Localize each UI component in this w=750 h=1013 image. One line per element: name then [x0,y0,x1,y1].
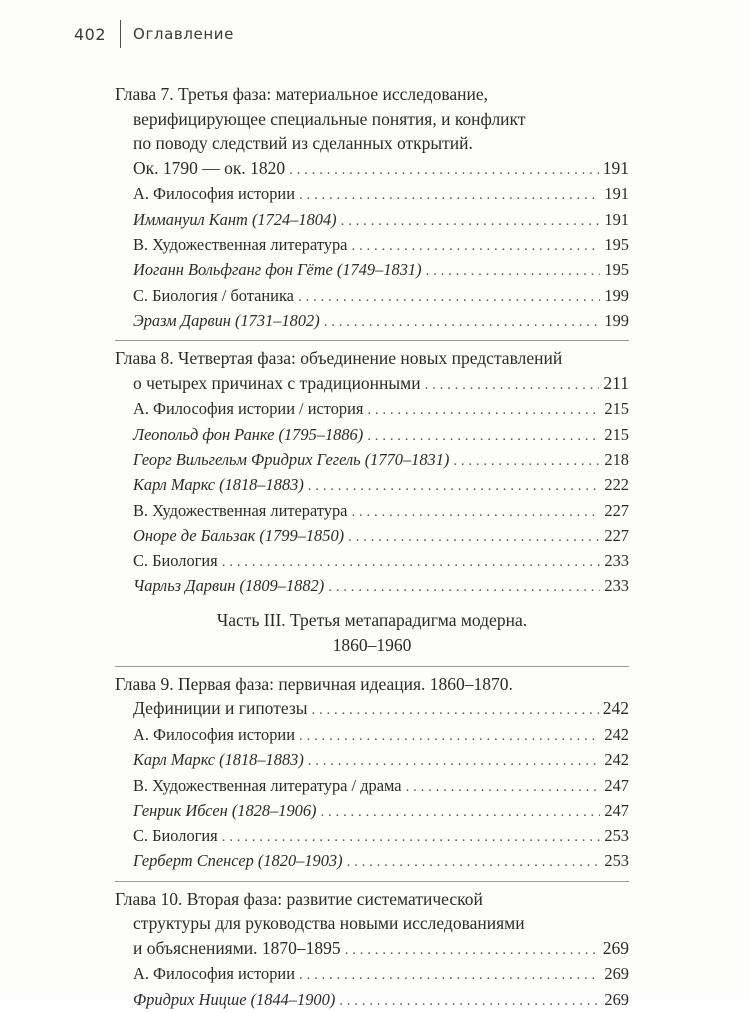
chapter-title-line: по поводу следствий из сделанных открытий. [133,133,473,154]
entry-page: 215 [604,424,629,444]
leader-dots [328,575,600,599]
leader-dots [367,424,600,448]
toc-entry[interactable] [115,182,629,207]
entry-title: C. Биология [133,551,218,571]
entry-page: 199 [604,310,629,330]
entry-page: 215 [604,399,629,419]
entry-page: 253 [604,851,629,871]
toc-entry[interactable] [115,799,629,824]
leader-dots [312,698,599,723]
entry-page: 242 [602,698,629,719]
page-number: 402 [74,24,107,44]
entry-title: A. Философия истории [133,184,295,204]
section-divider [115,340,629,341]
running-head: Оглавление [133,25,234,43]
leader-dots [426,259,601,283]
leader-dots [222,825,601,849]
chapter-title-line: структуры для руководства новыми исследованиями [133,913,525,934]
entry-title: B. Художественная литература [133,234,348,254]
page-header [74,20,234,48]
part-heading [115,608,629,658]
chapter-title-line: верифицирующее специальные понятия, и конфликт [133,108,526,129]
entry-title: Оноре де Бальзак (1799–1850) [133,525,345,545]
section-divider [115,666,629,667]
chapter-8-block [115,346,629,600]
entry-title: и объяснениями. 1870–1895 [133,937,341,958]
leader-dots [406,775,601,799]
entry-title: Чарльз Дарвин (1809–1882) [133,576,325,596]
entry-page: 247 [604,775,629,795]
leader-dots [347,850,601,874]
leader-dots [299,183,600,207]
toc-entry[interactable] [115,988,629,1013]
entry-title: Иммануил Кант (1724–1804) [133,209,337,229]
leader-dots [324,310,601,334]
toc-entry-chapter-9[interactable] [115,696,629,723]
toc-entry[interactable] [115,524,629,549]
entry-title: C. Биология / ботаника [133,285,294,305]
part-years: 1860–1960 [332,634,412,655]
leader-dots [367,398,600,422]
toc-entry[interactable] [115,397,629,422]
entry-title: Фридрих Ницше (1844–1900) [133,989,336,1009]
toc-entry[interactable] [115,723,629,748]
toc-entry[interactable] [115,423,629,448]
toc-entry-chapter-10[interactable] [115,936,629,963]
leader-dots [222,550,601,574]
toc-entry[interactable] [115,824,629,849]
entry-title: Георг Вильгельм Фридрих Гегель (1770–1831) [133,449,450,469]
entry-page: 195 [604,260,629,280]
entry-page: 233 [604,576,629,596]
entry-page: 191 [604,209,629,229]
leader-dots [308,474,601,498]
entry-title: A. Философия истории [133,724,295,744]
toc-entry[interactable] [115,309,629,334]
leader-dots [339,989,600,1013]
entry-title: Леопольд фон Ранке (1795–1886) [133,424,364,444]
toc-entry[interactable] [115,258,629,283]
entry-page: 191 [602,157,629,178]
toc-entry-chapter-7[interactable] [115,156,629,183]
entry-title: C. Биология [133,826,218,846]
entry-title: Герберт Спенсер (1820–1903) [133,851,343,871]
leader-dots [425,373,600,398]
leader-dots [351,500,600,524]
leader-dots [345,938,599,963]
leader-dots [348,525,600,549]
entry-title: Ок. 1790 — ок. 1820 [133,157,286,178]
toc-entry[interactable] [115,849,629,874]
entry-page: 242 [604,724,629,744]
toc-entry[interactable] [115,748,629,773]
leader-dots [289,158,599,183]
entry-page: 211 [603,372,629,393]
toc-entry[interactable] [115,574,629,599]
leader-dots [351,234,600,258]
entry-page: 222 [604,475,629,495]
toc-entry[interactable] [115,962,629,987]
entry-title: Карл Маркс (1818–1883) [133,475,304,495]
leader-dots [308,749,601,773]
entry-title: B. Художественная литература / драма [133,775,402,795]
leader-dots [299,724,600,748]
toc-entry[interactable] [115,549,629,574]
chapter-7-block [115,82,629,334]
toc-entry[interactable] [115,774,629,799]
entry-page: 269 [604,989,629,1009]
leader-dots [453,449,600,473]
entry-title: Эразм Дарвин (1731–1802) [133,310,320,330]
entry-page: 218 [604,449,629,469]
chapter-title-line: Глава 7. Третья фаза: материальное исследование, [115,84,488,104]
entry-title: A. Философия истории [133,964,295,984]
toc-entry[interactable] [115,448,629,473]
entry-page: 247 [604,800,629,820]
leader-dots [321,800,601,824]
entry-title: Иоганн Вольфганг фон Гёте (1749–1831) [133,260,422,280]
entry-title: Генрик Ибсен (1828–1906) [133,800,317,820]
entry-page: 195 [604,234,629,254]
entry-title: A. Философия истории / история [133,399,364,419]
entry-page: 191 [604,184,629,204]
chapter-title-line: Глава 9. Первая фаза: первичная идеация. 1860–1870. [115,673,513,694]
section-divider [115,881,629,882]
toc-entry[interactable] [115,499,629,524]
entry-title: Карл Маркс (1818–1883) [133,750,304,770]
entry-page: 227 [604,525,629,545]
leader-dots [299,963,600,987]
chapter-title-line: Глава 10. Вторая фаза: развитие систематической [115,888,483,909]
chapter-10-block [115,887,629,1013]
table-of-contents [115,82,629,1013]
entry-page: 233 [604,551,629,571]
entry-page: 199 [604,285,629,305]
toc-entry[interactable] [115,233,629,258]
part-title: Часть III. Третья метапарадигма модерна. [216,609,528,630]
entry-page: 269 [602,937,629,958]
chapter-9-block [115,672,629,875]
entry-page: 227 [604,500,629,520]
entry-title: Дефиниции и гипотезы [133,698,308,719]
toc-entry[interactable] [115,208,629,233]
toc-entry-chapter-8[interactable] [115,371,629,398]
entry-title: о четырех причинах с традиционными [133,372,421,393]
toc-entry[interactable] [115,284,629,309]
entry-title: B. Художественная литература [133,500,348,520]
leader-dots [298,285,600,309]
header-divider [120,20,121,48]
leader-dots [341,209,601,233]
toc-entry[interactable] [115,473,629,498]
entry-page: 242 [604,750,629,770]
entry-page: 269 [604,964,629,984]
entry-page: 253 [604,826,629,846]
chapter-title-line: Глава 8. Четвертая фаза: объединение новых представлений [115,348,563,369]
